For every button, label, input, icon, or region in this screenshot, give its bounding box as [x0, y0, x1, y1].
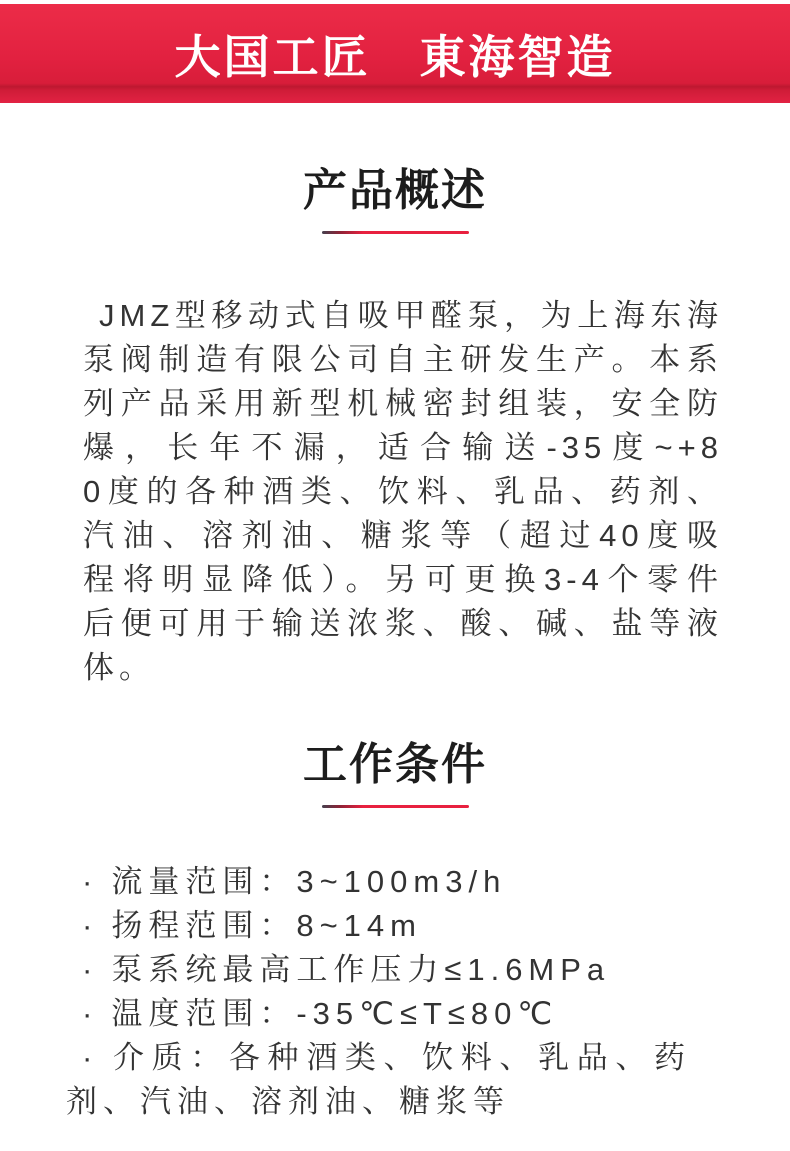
conditions-heading: 工作条件 [303, 740, 487, 789]
condition-item-text: 流量范围：3~100m3/h [111, 864, 507, 899]
overview-paragraph-line: 后便可用于输送浓浆、酸、碱、盐等液 [83, 606, 723, 641]
overview-paragraph-line: 程将明显降低）。另可更换3-4个零件 [83, 562, 723, 597]
condition-item [66, 948, 691, 992]
condition-item-text: 泵系统最高工作压力≤1.6MPa [111, 952, 611, 987]
bullet-dot-icon: · [82, 996, 99, 1031]
conditions-list [66, 860, 691, 1124]
overview-paragraph-line: 爆，长年不漏，适合输送-35度~+8 [83, 430, 723, 465]
overview-paragraph-line: 0度的各种酒类、饮料、乳品、药剂、 [83, 474, 723, 509]
condition-item [66, 992, 691, 1036]
condition-item-text: 介质：各种酒类、饮料、乳品、药剂、汽油、溶剂油、糖浆等 [66, 1040, 691, 1119]
section-product-overview [0, 165, 790, 690]
banner-title: 大国工匠 東海智造 [174, 30, 616, 83]
brand-banner [0, 4, 790, 103]
bullet-dot-icon: · [82, 908, 99, 943]
condition-item [66, 860, 691, 904]
overview-paragraph [83, 294, 723, 690]
bullet-dot-icon: · [82, 864, 99, 899]
condition-item [66, 1036, 691, 1124]
condition-item [66, 904, 691, 948]
heading-underline [322, 231, 469, 234]
overview-paragraph-line: 泵阀制造有限公司自主研发生产。本系 [83, 342, 723, 377]
overview-paragraph-line: 体。 [83, 650, 155, 685]
overview-paragraph-line: 汽油、溶剂油、糖浆等（超过40度吸 [83, 518, 723, 553]
overview-paragraph-line: JMZ型移动式自吸甲醛泵，为上海东海 [99, 298, 723, 333]
heading-underline [322, 805, 469, 808]
condition-item-text: 温度范围：-35℃≤T≤80℃ [111, 996, 559, 1031]
section-working-conditions [0, 739, 790, 1124]
bullet-dot-icon: · [82, 952, 99, 987]
condition-item-text: 扬程范围：8~14m [111, 908, 422, 943]
overview-heading: 产品概述 [303, 166, 487, 215]
bullet-dot-icon: · [82, 1040, 99, 1075]
overview-paragraph-line: 列产品采用新型机械密封组装，安全防 [83, 386, 723, 421]
